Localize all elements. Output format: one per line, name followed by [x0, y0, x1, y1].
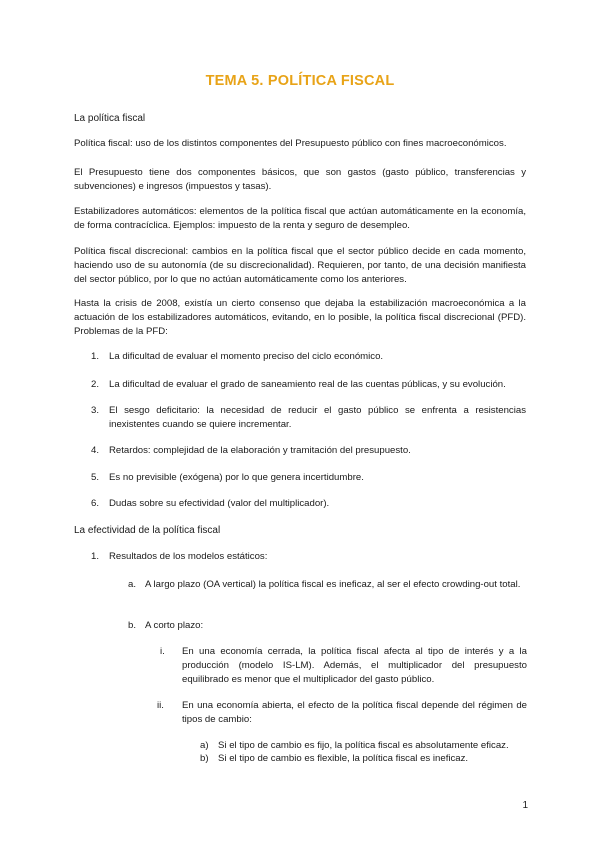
- nested-item-letter: a): [200, 740, 209, 751]
- roman-item-number: ii.: [157, 700, 164, 711]
- sublist-item: A largo plazo (OA vertical) la política fiscal es ineficaz, al ser el efecto crowding-out total.: [145, 579, 521, 590]
- nested-item-letter: b): [200, 753, 209, 764]
- list-item-number: 2.: [91, 379, 100, 390]
- nested-item: Si el tipo de cambio es fijo, la política fiscal es absolutamente eficaz.: [218, 740, 509, 751]
- list-item-number: 4.: [91, 445, 100, 456]
- list-item: El sesgo deficitario: la necesidad de reducir el gasto público se enfrenta a resistencias inexistentes cuando se quiere incrementar.: [109, 405, 526, 430]
- paragraph-definition: Política fiscal: uso de los distintos componentes del Presupuesto público con fines macroeconómicos.: [74, 138, 507, 149]
- list-item-number: 5.: [91, 472, 100, 483]
- paragraph-discrecional: Política fiscal discrecional: cambios en la política fiscal que el sector público decide en cada momento, haciendo uso de su autonomía (de su discrecionalidad). Requieren, por tanto, de una decisión manifiesta del sector público, por lo que no actúan automáticamente como los anteriores.: [74, 246, 526, 285]
- list-item-number: 1.: [91, 551, 100, 562]
- paragraph-crisis: Hasta la crisis de 2008, existía un cierto consenso que dejaba la estabilización macroeconómica a la actuación de los estabilizadores automáticos, evitando, en lo posible, la política fiscal discrecional (PFD). Problemas de la PFD:: [74, 298, 526, 337]
- sublist-item-letter: a.: [128, 579, 137, 590]
- paragraph-presupuesto: El Presupuesto tiene dos componentes básicos, que son gastos (gasto público, transferencias y subvenciones) e ingresos (impuestos y tasas).: [74, 167, 526, 192]
- section-heading-efectividad: La efectividad de la política fiscal: [74, 525, 221, 536]
- page-number: 1: [522, 800, 528, 811]
- sublist-item: A corto plazo:: [145, 620, 204, 631]
- list-item: Resultados de los modelos estáticos:: [109, 551, 268, 562]
- section-heading-politica-fiscal: La política fiscal: [74, 113, 146, 124]
- list-item: Es no previsible (exógena) por lo que genera incertidumbre.: [109, 472, 364, 483]
- list-item-number: 6.: [91, 498, 100, 509]
- roman-item: En una economía cerrada, la política fiscal afecta al tipo de interés y a la producción (modelo IS-LM). Además, el multiplicador del presupuesto equilibrado es menor que el multiplicador del gasto público.: [182, 646, 527, 685]
- nested-item: Si el tipo de cambio es flexible, la política fiscal es ineficaz.: [218, 753, 469, 764]
- sublist-item-letter: b.: [128, 620, 137, 631]
- list-item: Dudas sobre su efectividad (valor del multiplicador).: [109, 498, 330, 509]
- list-item: Retardos: complejidad de la elaboración y tramitación del presupuesto.: [109, 445, 411, 456]
- paragraph-estabilizadores: Estabilizadores automáticos: elementos de la política fiscal que actúan automáticamente en la economía, de forma contracíclica. Ejemplos: impuesto de la renta y seguro de desempleo.: [74, 206, 526, 231]
- roman-item-number: i.: [160, 646, 165, 657]
- list-item: La dificultad de evaluar el grado de saneamiento real de las cuentas públicas, y su evolución.: [109, 379, 506, 390]
- page-title: TEMA 5. POLÍTICA FISCAL: [205, 73, 395, 89]
- list-item-number: 3.: [91, 405, 100, 416]
- roman-item: En una economía abierta, el efecto de la política fiscal depende del régimen de tipos de cambio:: [182, 700, 527, 725]
- list-item: La dificultad de evaluar el momento preciso del ciclo económico.: [109, 351, 384, 362]
- list-item-number: 1.: [91, 351, 100, 362]
